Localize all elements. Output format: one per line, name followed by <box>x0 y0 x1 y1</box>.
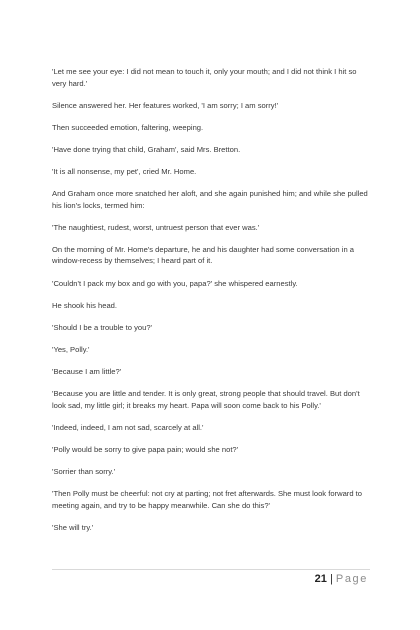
paragraph: He shook his head. <box>52 300 118 310</box>
paragraph: 'She will try.' <box>52 522 94 532</box>
paragraph: On the morning of Mr. Home's departure, he and his daughter had some conversation in a window-recess by themselves; I heard part of it. <box>52 244 354 266</box>
paragraph: 'Couldn't I pack my box and go with you, papa?' she whispered earnestly. <box>52 278 298 288</box>
page-label: Page <box>335 573 368 585</box>
paragraph: 'Polly would be sorry to give papa pain; would she not?' <box>52 444 239 454</box>
paragraph: 'Because I am little?' <box>52 366 122 376</box>
page-footer <box>315 573 368 586</box>
footer-separator: | <box>326 573 336 585</box>
paragraph: Then succeeded emotion, faltering, weeping. <box>52 122 204 132</box>
paragraph: 'Indeed, indeed, I am not sad, scarcely at all.' <box>52 422 204 432</box>
paragraph: 'Should I be a trouble to you?' <box>52 322 153 332</box>
paragraph: Silence answered her. Her features worked, 'I am sorry; I am sorry!' <box>52 100 279 110</box>
footer-divider <box>52 569 370 570</box>
paragraph: 'Have done trying that child, Graham', said Mrs. Bretton. <box>52 144 241 154</box>
paragraph: 'Then Polly must be cheerful: not cry at parting; not fret afterwards. She must look forward to meeting again, and try to be happy meanwhile. Can she do this?' <box>52 488 362 510</box>
paragraph: And Graham once more snatched her aloft, and she again punished him; and while she pulled his lion's locks, termed him: <box>52 189 368 210</box>
paragraph: 'Sorrier than sorry.' <box>52 466 116 476</box>
page-number: 21 <box>314 573 327 585</box>
paragraph: 'The naughtiest, rudest, worst, untruest person that ever was.' <box>52 222 260 232</box>
page-body <box>52 66 372 544</box>
paragraph: 'It is all nonsense, my pet', cried Mr. Home. <box>52 166 197 176</box>
paragraph: 'Yes, Polly.' <box>52 344 90 354</box>
paragraph: 'Let me see your eye: I did not mean to touch it, only your mouth; and I did not think I hit so very hard.' <box>52 67 357 88</box>
paragraph: 'Because you are little and tender. It is only great, strong people that should travel. But don't look sad, my little girl; it breaks my heart. Papa will soon come back to his Polly.' <box>52 389 360 410</box>
